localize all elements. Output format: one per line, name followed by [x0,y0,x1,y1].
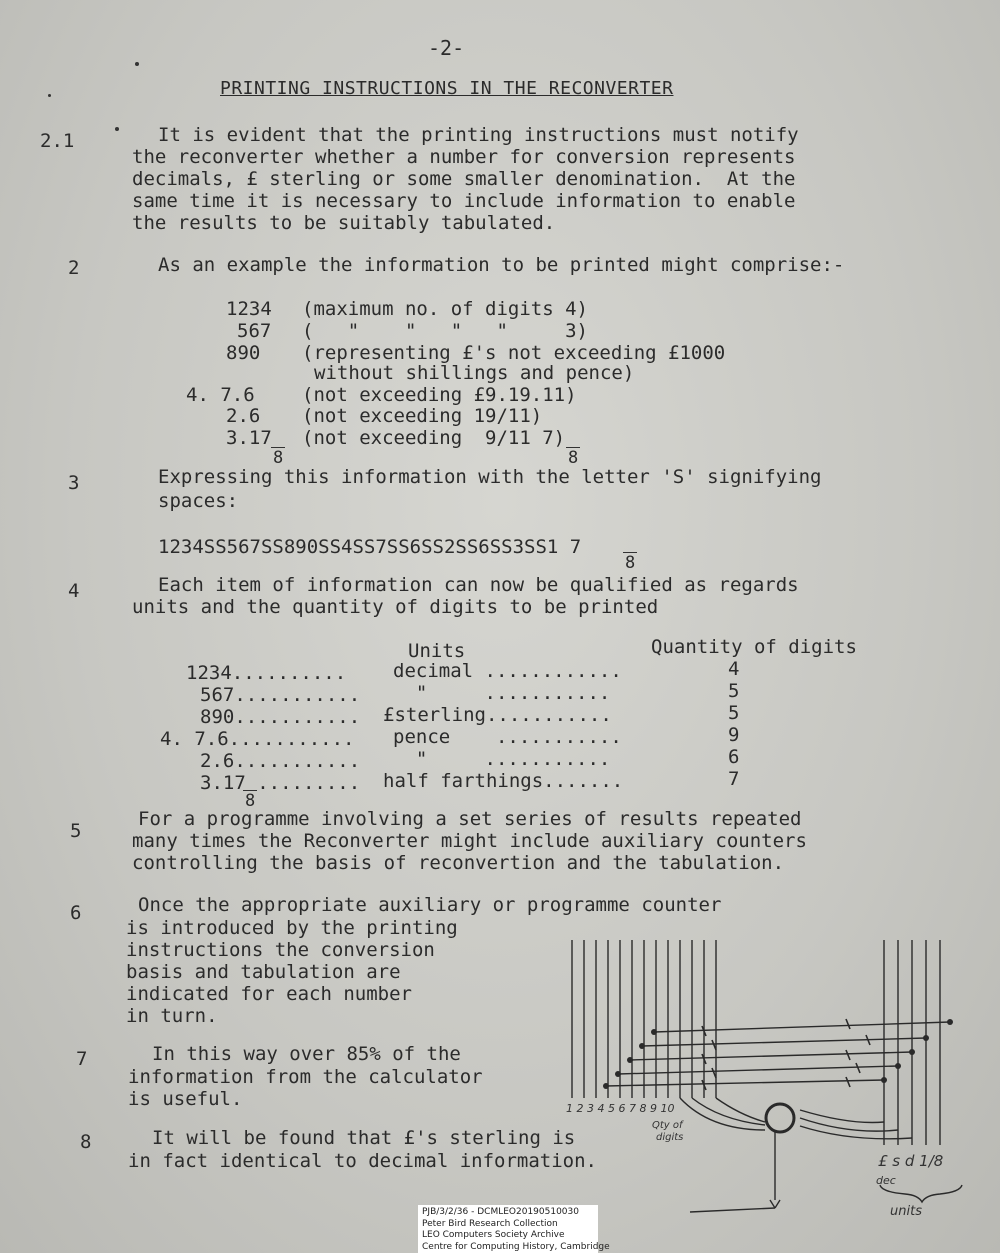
diagram-qty-label: Qty of [652,1120,683,1131]
table-row-units: decimal ............ [393,660,622,682]
paragraph-line: Each item of information can now be qualified as regards [158,574,799,596]
diagram-units-label: units [890,1204,922,1219]
paragraph-line: instructions the conversion [126,939,435,961]
diagram-digit-labels: 1 2 3 4 5 6 7 8 9 10 [566,1102,675,1115]
paragraph-line: is useful. [128,1088,243,1110]
paragraph-line: Once the appropriate auxiliary or programme counter [138,894,722,916]
diagram-unit-labels: £ s d 1/8 [878,1152,944,1170]
table-row-qty: 6 [728,746,740,768]
fraction-denominator: 8 [245,791,256,811]
example-note: without shillings and pence) [314,362,635,384]
table-row-item: 890........... [200,706,361,728]
paragraph-number: 6 [70,902,82,924]
table-row-units: " ........... [393,748,611,770]
paragraph-line: Expressing this information with the letter 'S' signifying [158,466,822,488]
caption-line: LEO Computers Society Archive [422,1230,565,1240]
paragraph-line: units and the quantity of digits to be printed [132,596,659,618]
example-note: (not exceeding £9.19.11) [302,384,577,406]
example-note: ( " " " " 3) [302,320,588,342]
paragraph-number: 3 [68,472,80,494]
paragraph-line: basis and tabulation are [126,961,401,983]
caption-line: Peter Bird Research Collection [422,1218,558,1229]
example-value: 567 [237,320,272,342]
table-row-units: £sterling........... [383,704,612,726]
paragraph-line: decimals, £ sterling or some smaller denomination. At the [132,168,796,190]
table-row-item: 1234.......... [186,662,347,684]
paragraph-number: 8 [80,1131,92,1153]
paragraph-number: 2 [68,257,80,279]
paragraph-line: As an example the information to be printed might comprise:- [158,254,845,276]
example-note: (not exceeding 19/11) [302,405,543,427]
paragraph-number: 5 [70,820,82,842]
table-row-item: 2.6........... [200,750,361,772]
table-row-qty: 5 [728,702,740,724]
table-row-item: 3.17 ......... [200,772,361,794]
paragraph-number: 7 [76,1048,88,1070]
fraction-denominator: 8 [625,553,636,573]
example-value: 4. 7.6 [186,384,255,406]
example-value: 3.17 [226,427,272,449]
paragraph-line: indicated for each number [126,983,412,1005]
fraction-denominator: 8 [273,448,284,468]
paragraph-number: 4 [68,580,80,602]
archive-caption [418,1205,610,1253]
caption-line: Centre for Computing History, Cambridge [422,1241,610,1252]
example-note: (maximum no. of digits 4) [302,298,588,320]
table-row-qty: 5 [728,680,740,702]
paragraph-line: in turn. [126,1005,218,1027]
diagram-qty-label: digits [656,1132,684,1143]
paragraph-line: the results to be suitably tabulated. [132,212,556,234]
paragraph-line: is introduced by the printing [126,917,458,939]
paragraph-line: many times the Reconverter might include auxiliary counters [132,830,807,852]
paragraph-line: controlling the basis of reconvertion and the tabulation. [132,852,785,874]
paragraph-line: spaces: [158,490,239,512]
example-value: 2.6 [226,405,261,427]
circuit-diagram [560,930,980,1230]
table-header-quantity: Quantity of digits [651,636,857,658]
example-note: (representing £'s not exceeding £1000 [302,342,726,364]
page-heading: PRINTING INSTRUCTIONS IN THE RECONVERTER [220,78,674,99]
diagram-wires [572,940,962,1212]
table-row-item: 4. 7.6........... [160,728,355,750]
paragraph-line: information from the calculator [128,1066,483,1088]
caption-line: PJB/3/2/36 - DCMLEO20190510030 [422,1207,579,1217]
paragraph-line: same time it is necessary to include information to enable [132,190,796,212]
paragraph-line: It will be found that £'s sterling is [152,1127,576,1149]
fraction-denominator: 8 [568,448,579,468]
example-value: 1234 [226,298,272,320]
example-note: (not exceeding 9/11 7) [302,427,566,449]
table-row-qty: 9 [728,724,740,746]
encoded-sequence: 1234SS567SS890SS4SS7SS6SS2SS6SS3SS1 7 [158,536,582,558]
paragraph-line: In this way over 85% of the [152,1043,461,1065]
paragraph-line: For a programme involving a set series of results repeated [138,808,802,830]
table-row-item: 567........... [200,684,361,706]
table-row-qty: 7 [728,768,740,790]
example-value: 890 [226,342,261,364]
table-row-units: " ........... [393,682,611,704]
table-row-units: pence ........... [393,726,622,748]
ink-speck [48,94,51,97]
paragraph-number: 2.1 [40,130,75,152]
ink-speck [135,62,139,66]
paragraph-line: It is evident that the printing instructions must notify [158,124,799,146]
paragraph-line: in fact identical to decimal information. [128,1150,597,1172]
ink-speck [115,127,119,131]
table-row-units: half farthings....... [383,770,624,792]
table-row-qty: 4 [728,658,740,680]
page-number: -2- [428,36,465,60]
table-header-units: Units [408,640,466,662]
paragraph-line: the reconverter whether a number for conversion represents [132,146,796,168]
diagram-dec-label: dec [876,1174,896,1187]
